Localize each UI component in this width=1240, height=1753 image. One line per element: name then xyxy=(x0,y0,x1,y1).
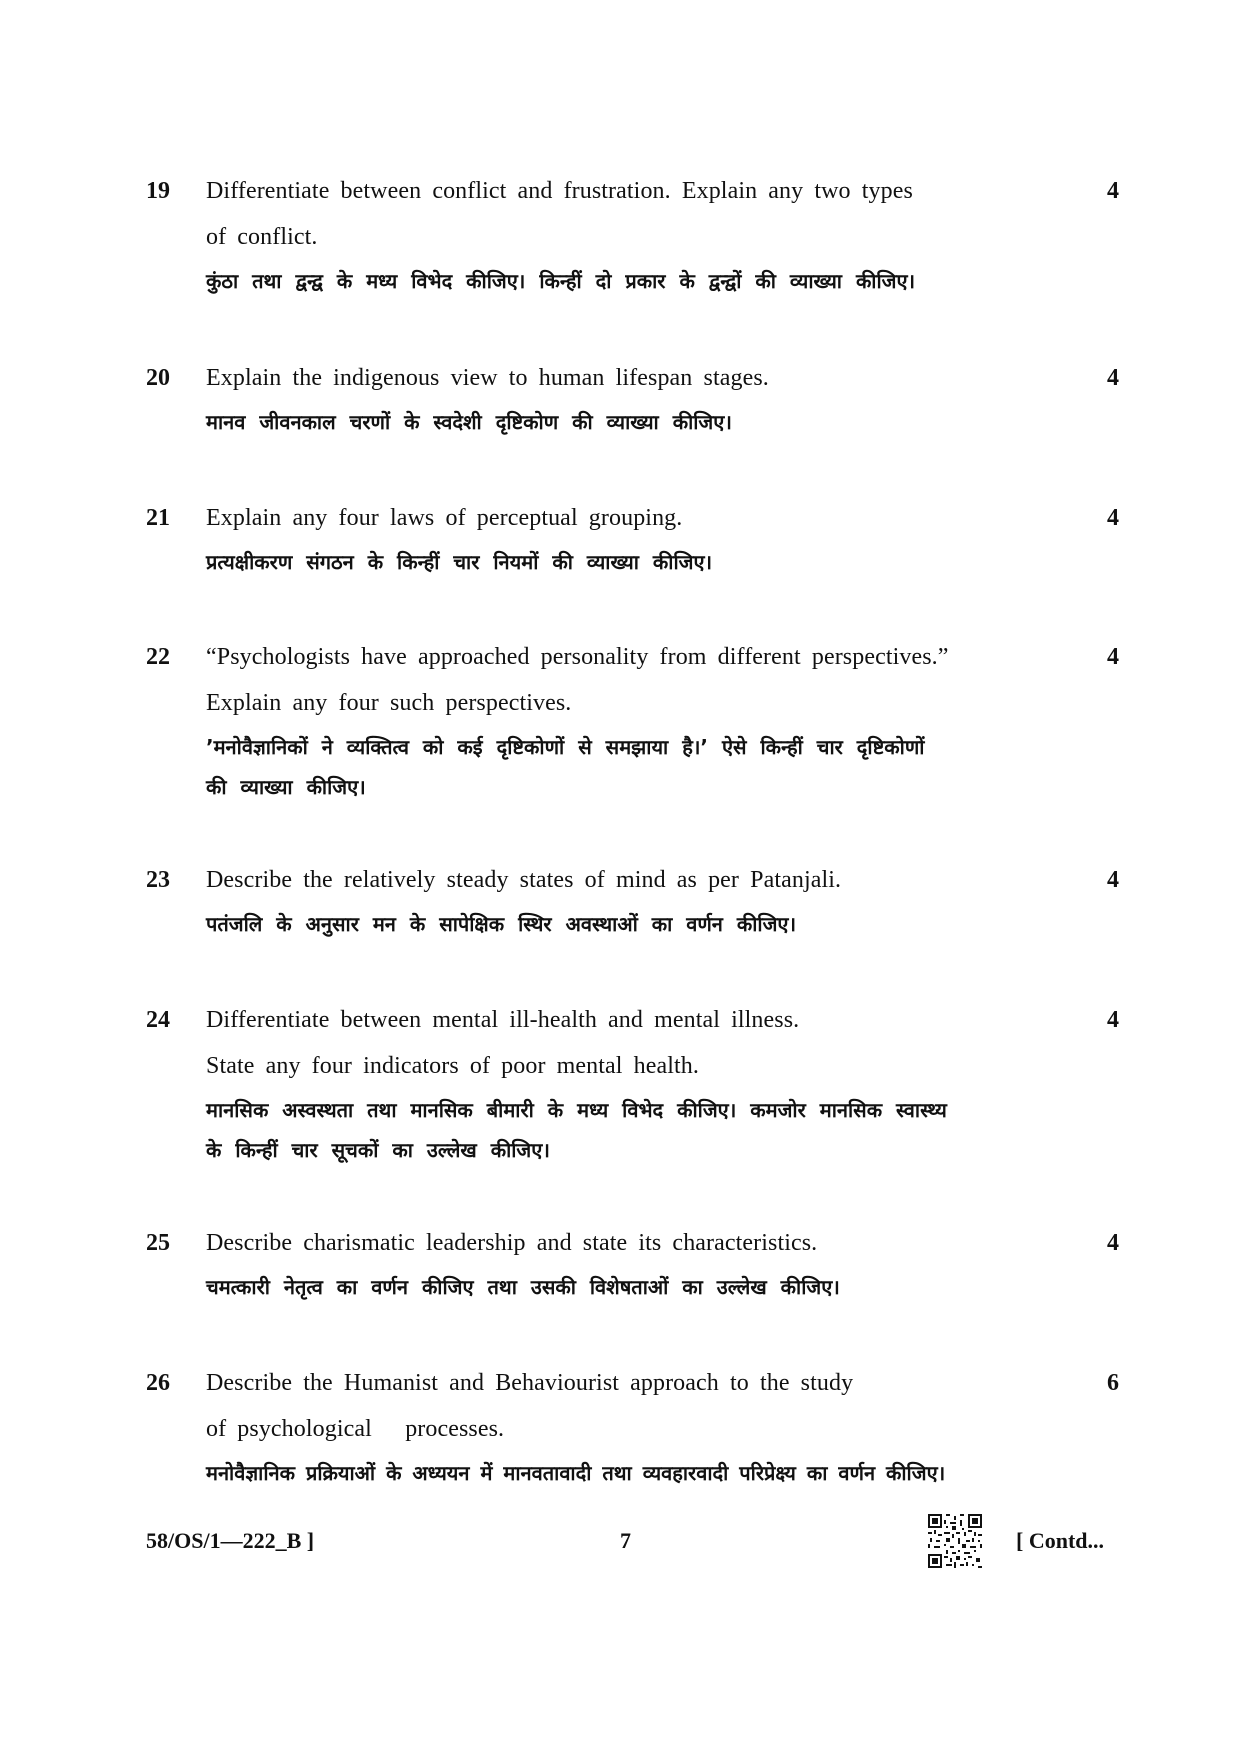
question-hindi-line: ’मनोवैज्ञानिकों ने व्यक्तित्व को कई दृष्टिकोणों से समझाया है।’ ऐसे किन्हीं चार दृष्टिकोणों xyxy=(206,735,925,759)
question-number: 26 xyxy=(146,1370,170,1396)
qr-code-icon xyxy=(928,1514,982,1568)
question-marks: 4 xyxy=(1107,365,1119,391)
question-body xyxy=(206,634,1086,806)
question-hindi-line: की व्याख्या कीजिए। xyxy=(206,775,366,799)
question-hindi-line: मानव जीवनकाल चरणों के स्वदेशी दृष्टिकोण की व्याख्या कीजिए। xyxy=(206,410,732,434)
question-marks: 4 xyxy=(1107,1230,1119,1256)
question-hindi-line: चमत्कारी नेतृत्व का वर्णन कीजिए तथा उसकी विशेषताओं का उल्लेख कीजिए। xyxy=(206,1275,840,1299)
page-number: 7 xyxy=(620,1528,631,1553)
question-english-line: of conflict. xyxy=(206,224,318,250)
question-marks: 4 xyxy=(1107,1007,1119,1033)
question-hindi-line: मानसिक अस्वस्थता तथा मानसिक बीमारी के मध्य विभेद कीजिए। कमजोर मानसिक स्वास्थ्य xyxy=(206,1098,947,1122)
question-number: 21 xyxy=(146,505,170,531)
question-number: 19 xyxy=(146,178,170,204)
question-hindi-line: प्रत्यक्षीकरण संगठन के किन्हीं चार नियमों की व्याख्या कीजिए। xyxy=(206,550,713,574)
question-english-line: Describe the relatively steady states of mind as per Patanjali. xyxy=(206,867,842,893)
question-marks: 6 xyxy=(1107,1370,1119,1396)
question-hindi-line: पतंजलि के अनुसार मन के सापेक्षिक स्थिर अवस्थाओं का वर्णन कीजिए। xyxy=(206,912,797,936)
question-english-line: of psychological processes. xyxy=(206,1416,505,1442)
question-body xyxy=(206,168,1086,300)
question-marks: 4 xyxy=(1107,505,1119,531)
question-english-line: Differentiate between mental ill-health and mental illness. xyxy=(206,1007,800,1033)
question-number: 20 xyxy=(146,365,170,391)
question-number: 24 xyxy=(146,1007,170,1033)
question-marks: 4 xyxy=(1107,178,1119,204)
question-english-line: Differentiate between conflict and frustration. Explain any two types xyxy=(206,178,913,204)
question-hindi-line: के किन्हीं चार सूचकों का उल्लेख कीजिए। xyxy=(206,1138,550,1162)
paper-code: 58/OS/1—222_B ] xyxy=(146,1528,315,1553)
question-english-line: Describe the Humanist and Behaviourist approach to the study xyxy=(206,1370,854,1396)
question-english-line: “Psychologists have approached personality from different perspectives.” xyxy=(206,644,949,670)
question-english-line: Describe charismatic leadership and state its characteristics. xyxy=(206,1230,818,1256)
question-hindi-line: मनोवैज्ञानिक प्रक्रियाओं के अध्ययन में मानवतावादी तथा व्यवहारवादी परिप्रेक्ष्य का वर्णन कीजिए। xyxy=(206,1461,946,1485)
question-english-line: Explain any four such perspectives. xyxy=(206,690,572,716)
question-english-line: Explain the indigenous view to human lifespan stages. xyxy=(206,365,769,391)
question-body xyxy=(206,997,1086,1169)
question-number: 23 xyxy=(146,867,170,893)
question-marks: 4 xyxy=(1107,867,1119,893)
continued-label: [ Contd... xyxy=(1016,1528,1105,1553)
question-marks: 4 xyxy=(1107,644,1119,670)
question-english-line: State any four indicators of poor mental health. xyxy=(206,1053,699,1079)
question-body xyxy=(206,495,1086,581)
question-hindi-line: कुंठा तथा द्वन्द्व के मध्य विभेद कीजिए। किन्हीं दो प्रकार के द्वन्द्वों की व्याख्या कीजिए। xyxy=(206,269,916,293)
question-number: 22 xyxy=(146,644,170,670)
question-number: 25 xyxy=(146,1230,170,1256)
question-body xyxy=(206,1360,1086,1492)
question-body xyxy=(206,857,1086,943)
question-english-line: Explain any four laws of perceptual grouping. xyxy=(206,505,683,531)
question-body xyxy=(206,1220,1086,1306)
question-body xyxy=(206,355,1086,441)
